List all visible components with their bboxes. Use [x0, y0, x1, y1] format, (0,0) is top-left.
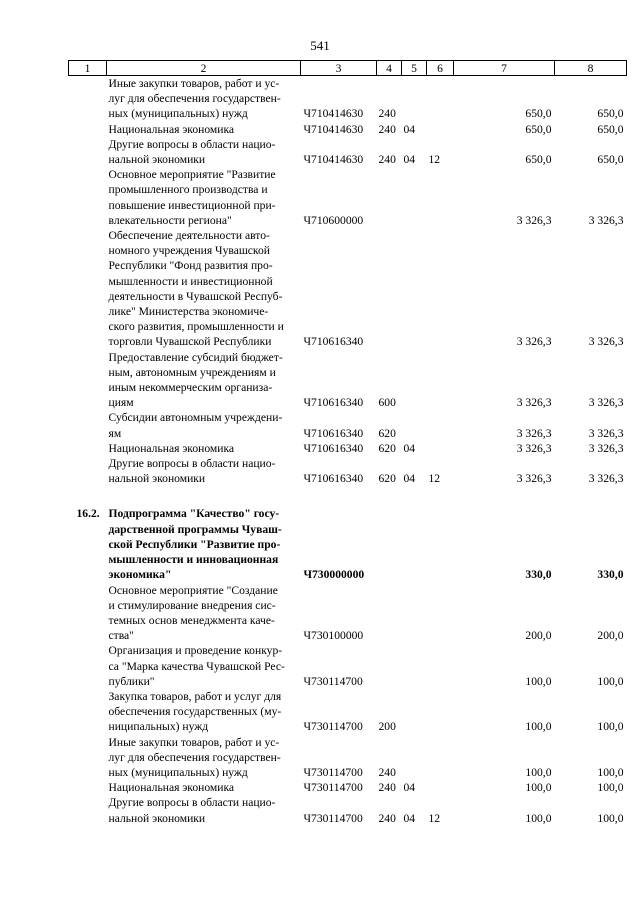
section: 04 [403, 781, 416, 795]
expense-type: 240 [378, 765, 396, 779]
amount-col-7: 100,0 [525, 781, 552, 795]
target-code: Ч710414630 [303, 153, 364, 167]
column-header-8: 8 [555, 61, 627, 76]
amount-col-7: 650,0 [525, 153, 552, 167]
section: 04 [403, 153, 416, 167]
subsection [427, 441, 454, 456]
row-number [69, 780, 107, 795]
section [402, 228, 427, 350]
expense-type: 620 [378, 441, 396, 455]
table-row [69, 795, 627, 825]
subsection [427, 780, 454, 795]
amount-col-7: 3 326,3 [516, 426, 552, 440]
section: 04 [403, 811, 416, 825]
amount-col-8: 3 326,3 [588, 335, 624, 349]
expense-type: 620 [378, 472, 396, 486]
target-code: Ч730114700 [303, 811, 363, 825]
subsection [427, 228, 454, 350]
amount-col-8: 100,0 [597, 720, 624, 734]
section [402, 410, 427, 440]
column-header-4: 4 [377, 61, 402, 76]
amount-col-7: 100,0 [525, 674, 552, 688]
amount-col-8: 100,0 [597, 674, 624, 688]
target-code: Ч730114700 [303, 765, 363, 779]
subsection [427, 122, 454, 137]
amount-col-7: 3 326,3 [516, 472, 552, 486]
section: 04 [403, 122, 416, 136]
expense-type: 240 [378, 122, 396, 136]
amount-col-7: 3 326,3 [516, 396, 552, 410]
amount-col-7: 3 326,3 [516, 335, 552, 349]
amount-col-7: 200,0 [525, 629, 552, 643]
target-code: Ч710616340 [303, 396, 364, 410]
page-number: 541 [310, 38, 330, 53]
amount-col-8: 3 326,3 [588, 426, 624, 440]
amount-col-7: 100,0 [525, 811, 552, 825]
row-number [69, 795, 107, 825]
expense-type [377, 228, 402, 350]
row-name: Другие вопросы в области нацио- нальной экономики [108, 137, 276, 167]
spacer-cell [107, 486, 301, 506]
table-row [69, 167, 627, 228]
row-name: Иные закупки товаров, работ и ус- луг для обеспечения государствен- ных (муниципальных) нужд [108, 735, 281, 779]
row-name: Национальная экономика [108, 441, 235, 455]
subsection [427, 583, 454, 644]
amount-col-7: 330,0 [525, 568, 552, 582]
row-number [69, 643, 107, 689]
spacer-cell [454, 486, 555, 506]
amount-col-7: 100,0 [525, 765, 552, 779]
row-name: Обеспечение деятельности авто- номного учреждения Чувашской Республики "Фонд развития про- мышленности и инвестиционной деятельности в Чувашской Респуб- лике" Министерства экономиче- ского развития, промышленности и торговли Чувашской Республики [108, 229, 284, 349]
column-header-5: 5 [402, 61, 427, 76]
target-code: Ч710616340 [303, 426, 364, 440]
spacer-cell [301, 486, 377, 506]
row-name: Подпрограмма "Качество" госу- дарственной программы Чуваш- ской Республики "Развитие про- мышленности и инновационная экономика" [108, 507, 282, 582]
target-code: Ч710414630 [303, 107, 364, 121]
target-code: Ч730100000 [303, 629, 364, 643]
table-row [69, 780, 627, 795]
amount-col-8: 650,0 [597, 122, 624, 136]
row-name: Закупка товаров, работ и услуг для обеспечения государственных (му- ниципальных) нужд [108, 689, 282, 734]
row-number [69, 735, 107, 781]
row-number [69, 122, 107, 137]
section [402, 506, 427, 582]
column-header-6: 6 [427, 61, 454, 76]
row-name: Организация и проведение конкур- са "Марка качества Чувашской Рес- публики" [108, 644, 285, 688]
row-number [69, 350, 107, 411]
row-name: Национальная экономика [108, 781, 235, 795]
amount-col-8: 200,0 [597, 629, 624, 643]
table-row [69, 456, 627, 486]
column-header-2: 2 [107, 61, 301, 76]
subsection [427, 167, 454, 228]
table-row [69, 350, 627, 411]
expense-type: 200 [378, 720, 396, 734]
row-number [69, 456, 107, 486]
table-row [69, 583, 627, 644]
target-code: Ч730000000 [303, 568, 365, 582]
amount-col-7: 100,0 [525, 720, 552, 734]
subsection [427, 689, 454, 735]
expense-type: 240 [378, 107, 396, 121]
row-number [69, 441, 107, 456]
row-name: Основное мероприятие "Развитие промышленного производства и повышение инвестиционной при- влекательности региона" [108, 168, 276, 227]
table-row [69, 643, 627, 689]
row-number [69, 689, 107, 735]
target-code: Ч710616340 [303, 472, 364, 486]
subsection [427, 350, 454, 411]
amount-col-8: 3 326,3 [588, 472, 624, 486]
amount-col-8: 100,0 [597, 811, 624, 825]
amount-col-7: 650,0 [525, 107, 552, 121]
table-header-row [69, 61, 627, 76]
section [402, 643, 427, 689]
row-name: Другие вопросы в области нацио- нальной экономики [108, 796, 276, 825]
section [402, 76, 427, 122]
spacer-cell [555, 486, 627, 506]
target-code: Ч730114700 [303, 720, 363, 734]
expense-type [377, 583, 402, 644]
expense-type [377, 506, 402, 582]
table-row [69, 137, 627, 167]
subsection: 12 [428, 472, 441, 486]
subsection [427, 506, 454, 582]
table-row [69, 410, 627, 440]
target-code: Ч730114700 [303, 781, 363, 795]
expense-type [377, 643, 402, 689]
table-row [69, 122, 627, 137]
row-number [69, 410, 107, 440]
section: 04 [403, 441, 416, 455]
subsection: 12 [428, 153, 441, 167]
subsection: 12 [428, 811, 441, 825]
budget-table [68, 60, 627, 826]
table-row [69, 76, 627, 122]
table-row [69, 689, 627, 735]
target-code: Ч730114700 [303, 674, 363, 688]
column-header-3: 3 [301, 61, 377, 76]
table-row [69, 506, 627, 582]
spacer-cell [69, 486, 107, 506]
subsection [427, 410, 454, 440]
section: 04 [403, 472, 416, 486]
row-number [69, 583, 107, 644]
row-number [69, 76, 107, 122]
section [402, 167, 427, 228]
table-row [69, 735, 627, 781]
row-name: Основное мероприятие "Создание и стимулирование внедрения сис- темных основ менеджмента каче- ства" [108, 583, 278, 643]
amount-col-8: 3 326,3 [588, 396, 624, 410]
spacer-cell [427, 486, 454, 506]
section [402, 350, 427, 411]
expense-type: 240 [378, 153, 396, 167]
row-number [69, 167, 107, 228]
section [402, 583, 427, 644]
amount-col-8: 650,0 [597, 153, 624, 167]
table-row [69, 228, 627, 350]
subsection [427, 76, 454, 122]
spacer-row [69, 486, 627, 506]
row-name: Национальная экономика [108, 122, 235, 136]
row-name: Другие вопросы в области нацио- нальной экономики [108, 457, 276, 486]
amount-col-8: 330,0 [597, 568, 624, 582]
row-name: Субсидии автономным учреждени- ям [108, 411, 283, 440]
expense-type: 240 [378, 781, 396, 795]
target-code: Ч710414630 [303, 122, 364, 136]
subsection [427, 643, 454, 689]
table-row [69, 441, 627, 456]
amount-col-8: 3 326,3 [588, 441, 624, 455]
section [402, 735, 427, 781]
amount-col-8: 3 326,3 [588, 213, 624, 227]
expense-type [377, 167, 402, 228]
spacer-cell [377, 486, 402, 506]
column-header-7: 7 [454, 61, 555, 76]
subsection [427, 735, 454, 781]
amount-col-7: 3 326,3 [516, 441, 552, 455]
row-name: Предоставление субсидий бюджет- ным, автономным учреждениям и иным некоммерческим организа- циям [108, 350, 283, 410]
target-code: Ч710616340 [303, 335, 364, 349]
amount-col-8: 650,0 [597, 107, 624, 121]
table-body [69, 76, 627, 826]
spacer-cell [402, 486, 427, 506]
amount-col-8: 100,0 [597, 765, 624, 779]
section [402, 689, 427, 735]
amount-col-7: 3 326,3 [516, 213, 552, 227]
target-code: Ч710600000 [303, 213, 364, 227]
row-name: Иные закупки товаров, работ и ус- луг для обеспечения государствен- ных (муниципальных) нужд [108, 77, 281, 121]
amount-col-8: 100,0 [597, 781, 624, 795]
column-header-1: 1 [69, 61, 107, 76]
amount-col-7: 650,0 [525, 122, 552, 136]
row-number [69, 137, 107, 167]
row-number [69, 228, 107, 350]
target-code: Ч710616340 [303, 441, 364, 455]
expense-type: 600 [378, 396, 396, 410]
expense-type: 620 [378, 426, 396, 440]
expense-type: 240 [378, 811, 396, 825]
row-number: 16.2. [76, 507, 100, 521]
